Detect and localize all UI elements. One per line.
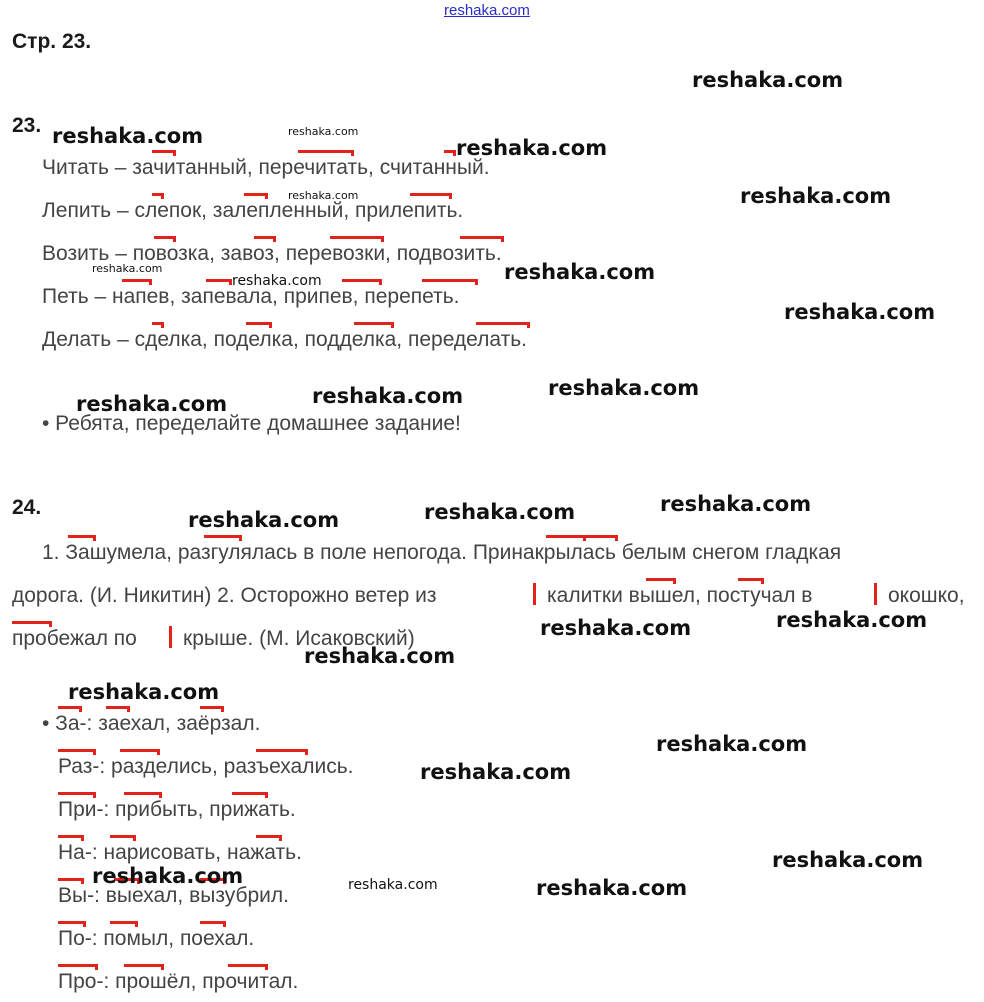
prefix-mark bbox=[124, 964, 164, 970]
prefix-mark bbox=[342, 279, 382, 285]
word-boundary-mark bbox=[533, 583, 536, 605]
exercise-24-number: 24. bbox=[12, 496, 42, 519]
watermark: reshaka.com bbox=[68, 680, 220, 704]
prefix-mark bbox=[646, 578, 676, 584]
page-title: Стр. 23. bbox=[12, 30, 92, 53]
prefix-mark bbox=[256, 749, 308, 755]
prefix-mark bbox=[460, 236, 504, 242]
prefix-mark bbox=[152, 322, 164, 328]
prefix-line-4: На-: нарисовать, нажать. bbox=[58, 841, 302, 864]
prefix-mark bbox=[152, 150, 176, 156]
prefix-mark bbox=[200, 921, 226, 927]
ex23-bullet: • Ребята, переделайте домашнее задание! bbox=[42, 412, 461, 435]
watermark: reshaka.com bbox=[504, 260, 656, 284]
watermark: reshaka.com bbox=[424, 500, 576, 524]
prefix-mark bbox=[58, 964, 98, 970]
watermark: reshaka.com bbox=[348, 877, 438, 893]
ex24-para-line-3b: крыше. (М. Исаковский) bbox=[183, 627, 415, 650]
watermark: reshaka.com bbox=[312, 384, 464, 408]
prefix-mark bbox=[58, 706, 82, 712]
prefix-line-7: Про-: прошёл, прочитал. bbox=[58, 970, 299, 993]
watermark: reshaka.com bbox=[784, 300, 936, 324]
prefix-mark bbox=[110, 835, 136, 841]
ex23-line-1: Читать – зачитанный, перечитать, считанный. bbox=[42, 156, 490, 179]
watermark: reshaka.com bbox=[76, 392, 228, 416]
watermark: reshaka.com bbox=[420, 760, 572, 784]
prefix-mark bbox=[228, 964, 268, 970]
watermark: reshaka.com bbox=[772, 848, 924, 872]
prefix-mark bbox=[68, 535, 96, 541]
ex23-line-2: Лепить – слепок, залепленный, прилепить. bbox=[42, 199, 464, 222]
site-link[interactable]: reshaka.com bbox=[444, 2, 530, 19]
prefix-mark bbox=[58, 792, 96, 798]
watermark: reshaka.com bbox=[456, 136, 608, 160]
watermark: reshaka.com bbox=[288, 125, 359, 138]
prefix-mark bbox=[58, 835, 84, 841]
prefix-mark bbox=[12, 621, 52, 627]
watermark: reshaka.com bbox=[660, 492, 812, 516]
prefix-mark bbox=[204, 535, 242, 541]
exercise-23-number: 23. bbox=[12, 114, 42, 137]
prefix-mark bbox=[244, 193, 268, 199]
prefix-mark bbox=[254, 236, 276, 242]
prefix-line-2: Раз-: разделись, разъехались. bbox=[58, 755, 354, 778]
prefix-line-5: Вы-: выехал, вызубрил. bbox=[58, 884, 289, 907]
watermark: reshaka.com bbox=[656, 732, 808, 756]
watermark: reshaka.com bbox=[548, 376, 700, 400]
prefix-mark bbox=[256, 835, 282, 841]
prefix-line-1: • За-: заехал, заёрзал. bbox=[42, 712, 261, 735]
watermark: reshaka.com bbox=[304, 644, 456, 668]
prefix-mark bbox=[586, 535, 618, 541]
ex23-line-5: Делать – сделка, поделка, подделка, переделать. bbox=[42, 328, 528, 351]
watermark: reshaka.com bbox=[536, 876, 688, 900]
prefix-mark bbox=[246, 322, 272, 328]
prefix-mark bbox=[154, 236, 176, 242]
prefix-mark bbox=[444, 150, 456, 156]
prefix-mark bbox=[200, 706, 224, 712]
prefix-mark bbox=[124, 792, 162, 798]
watermark: reshaka.com bbox=[740, 184, 892, 208]
word-boundary-mark bbox=[169, 626, 172, 648]
watermark: reshaka.com bbox=[692, 68, 844, 92]
prefix-mark bbox=[58, 878, 84, 884]
ex24-para-line-2c: окошко, bbox=[888, 584, 965, 607]
prefix-mark bbox=[122, 279, 152, 285]
prefix-mark bbox=[354, 322, 394, 328]
prefix-mark bbox=[58, 921, 86, 927]
watermark: reshaka.com bbox=[776, 608, 928, 632]
ex24-para-line-2b: калитки вышел, постучал в bbox=[547, 584, 813, 607]
prefix-line-6: По-: помыл, поехал. bbox=[58, 927, 255, 950]
watermark: reshaka.com bbox=[288, 189, 359, 202]
watermark: reshaka.com bbox=[52, 124, 204, 148]
prefix-mark bbox=[410, 193, 452, 199]
prefix-mark bbox=[152, 193, 164, 199]
prefix-mark bbox=[110, 921, 138, 927]
prefix-mark bbox=[738, 578, 764, 584]
ex23-line-3: Возить – повозка, завоз, перевозки, подвозить. bbox=[42, 242, 502, 265]
ex24-para-line-2a: дорога. (И. Никитин) 2. Осторожно ветер из bbox=[12, 584, 437, 607]
ex24-para-line-3a: пробежал по bbox=[12, 627, 137, 650]
watermark: reshaka.com bbox=[92, 864, 244, 888]
prefix-mark bbox=[232, 792, 268, 798]
prefix-mark bbox=[206, 279, 232, 285]
watermark: reshaka.com bbox=[540, 616, 692, 640]
ex23-line-4: Петь – напев, запевала, припев, перепеть. bbox=[42, 285, 460, 308]
prefix-mark bbox=[546, 535, 586, 541]
word-boundary-mark bbox=[874, 583, 877, 605]
watermark: reshaka.com bbox=[188, 508, 340, 532]
prefix-mark bbox=[298, 150, 354, 156]
watermark: reshaka.com bbox=[232, 273, 322, 289]
prefix-mark bbox=[58, 749, 96, 755]
prefix-line-3: При-: прибыть, прижать. bbox=[58, 798, 296, 821]
ex24-para-line-1: 1. Зашумела, разгулялась в поле непогода. Принакрылась белым снегом гладкая bbox=[42, 541, 842, 564]
prefix-mark bbox=[422, 279, 478, 285]
watermark: reshaka.com bbox=[92, 262, 163, 275]
prefix-mark bbox=[120, 749, 160, 755]
prefix-mark bbox=[330, 236, 384, 242]
prefix-mark bbox=[476, 322, 530, 328]
prefix-mark bbox=[106, 706, 130, 712]
